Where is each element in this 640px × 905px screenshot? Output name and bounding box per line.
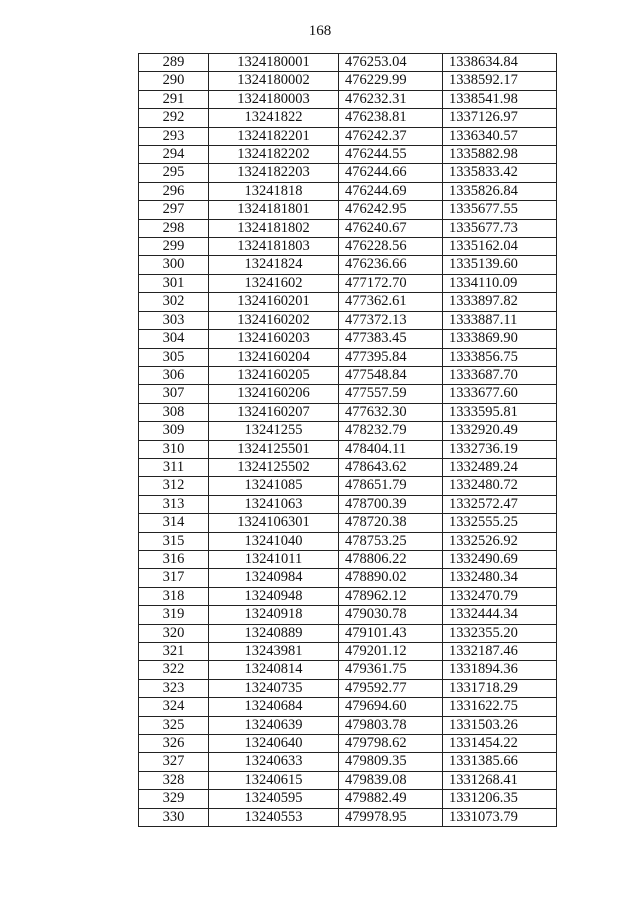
y-coordinate-cell: 1332480.72 xyxy=(443,477,557,495)
table-row xyxy=(139,753,557,771)
point-code-cell: 13240735 xyxy=(209,679,339,697)
table-row xyxy=(139,256,557,274)
table-row xyxy=(139,330,557,348)
x-coordinate-cell: 476244.69 xyxy=(339,182,443,200)
row-number-cell: 317 xyxy=(139,569,209,587)
table-row xyxy=(139,808,557,826)
x-coordinate-cell: 476236.66 xyxy=(339,256,443,274)
table-row xyxy=(139,403,557,421)
point-code-cell: 13243981 xyxy=(209,643,339,661)
table-row xyxy=(139,771,557,789)
x-coordinate-cell: 477632.30 xyxy=(339,403,443,421)
y-coordinate-cell: 1331718.29 xyxy=(443,679,557,697)
point-code-cell: 13241063 xyxy=(209,495,339,513)
y-coordinate-cell: 1338592.17 xyxy=(443,72,557,90)
table-row xyxy=(139,790,557,808)
x-coordinate-cell: 477362.61 xyxy=(339,293,443,311)
table-row xyxy=(139,495,557,513)
row-number-cell: 324 xyxy=(139,698,209,716)
table-row xyxy=(139,698,557,716)
x-coordinate-cell: 478890.02 xyxy=(339,569,443,587)
point-code-cell: 13240595 xyxy=(209,790,339,808)
row-number-cell: 311 xyxy=(139,458,209,476)
table-row xyxy=(139,606,557,624)
table-row xyxy=(139,109,557,127)
y-coordinate-cell: 1332555.25 xyxy=(443,514,557,532)
row-number-cell: 298 xyxy=(139,219,209,237)
point-code-cell: 1324181803 xyxy=(209,238,339,256)
y-coordinate-cell: 1335833.42 xyxy=(443,164,557,182)
y-coordinate-cell: 1335162.04 xyxy=(443,238,557,256)
y-coordinate-cell: 1335677.73 xyxy=(443,219,557,237)
table-row xyxy=(139,532,557,550)
y-coordinate-cell: 1335882.98 xyxy=(443,146,557,164)
row-number-cell: 305 xyxy=(139,348,209,366)
table-row xyxy=(139,311,557,329)
x-coordinate-cell: 476228.56 xyxy=(339,238,443,256)
x-coordinate-cell: 477372.13 xyxy=(339,311,443,329)
table-row xyxy=(139,72,557,90)
y-coordinate-cell: 1332489.24 xyxy=(443,458,557,476)
x-coordinate-cell: 478962.12 xyxy=(339,587,443,605)
point-code-cell: 1324160207 xyxy=(209,403,339,421)
row-number-cell: 308 xyxy=(139,403,209,421)
row-number-cell: 295 xyxy=(139,164,209,182)
x-coordinate-cell: 479201.12 xyxy=(339,643,443,661)
point-code-cell: 1324182202 xyxy=(209,146,339,164)
row-number-cell: 290 xyxy=(139,72,209,90)
point-code-cell: 13241040 xyxy=(209,532,339,550)
x-coordinate-cell: 476229.99 xyxy=(339,72,443,90)
row-number-cell: 300 xyxy=(139,256,209,274)
y-coordinate-cell: 1333887.11 xyxy=(443,311,557,329)
point-code-cell: 1324180003 xyxy=(209,90,339,108)
y-coordinate-cell: 1335139.60 xyxy=(443,256,557,274)
y-coordinate-cell: 1331454.22 xyxy=(443,735,557,753)
x-coordinate-cell: 478643.62 xyxy=(339,458,443,476)
y-coordinate-cell: 1331073.79 xyxy=(443,808,557,826)
x-coordinate-cell: 476244.55 xyxy=(339,146,443,164)
x-coordinate-cell: 479798.62 xyxy=(339,735,443,753)
x-coordinate-cell: 478651.79 xyxy=(339,477,443,495)
row-number-cell: 299 xyxy=(139,238,209,256)
table-row xyxy=(139,716,557,734)
point-code-cell: 1324182203 xyxy=(209,164,339,182)
row-number-cell: 312 xyxy=(139,477,209,495)
point-code-cell: 13240814 xyxy=(209,661,339,679)
point-code-cell: 1324181801 xyxy=(209,201,339,219)
y-coordinate-cell: 1333869.90 xyxy=(443,330,557,348)
x-coordinate-cell: 476244.66 xyxy=(339,164,443,182)
x-coordinate-cell: 477172.70 xyxy=(339,274,443,292)
x-coordinate-cell: 478232.79 xyxy=(339,422,443,440)
point-code-cell: 1324160206 xyxy=(209,385,339,403)
x-coordinate-cell: 479592.77 xyxy=(339,679,443,697)
point-code-cell: 1324160205 xyxy=(209,366,339,384)
row-number-cell: 309 xyxy=(139,422,209,440)
point-code-cell: 13241822 xyxy=(209,109,339,127)
y-coordinate-cell: 1338541.98 xyxy=(443,90,557,108)
table-row xyxy=(139,238,557,256)
y-coordinate-cell: 1332736.19 xyxy=(443,440,557,458)
x-coordinate-cell: 478700.39 xyxy=(339,495,443,513)
table-row xyxy=(139,274,557,292)
row-number-cell: 306 xyxy=(139,366,209,384)
table-row xyxy=(139,679,557,697)
row-number-cell: 330 xyxy=(139,808,209,826)
row-number-cell: 315 xyxy=(139,532,209,550)
point-code-cell: 1324160203 xyxy=(209,330,339,348)
y-coordinate-cell: 1331503.26 xyxy=(443,716,557,734)
row-number-cell: 289 xyxy=(139,54,209,72)
point-code-cell: 13240639 xyxy=(209,716,339,734)
x-coordinate-cell: 478404.11 xyxy=(339,440,443,458)
table-row xyxy=(139,348,557,366)
table-row xyxy=(139,624,557,642)
x-coordinate-cell: 479803.78 xyxy=(339,716,443,734)
x-coordinate-cell: 479101.43 xyxy=(339,624,443,642)
row-number-cell: 296 xyxy=(139,182,209,200)
table-row xyxy=(139,735,557,753)
x-coordinate-cell: 477395.84 xyxy=(339,348,443,366)
table-row xyxy=(139,293,557,311)
y-coordinate-cell: 1332490.69 xyxy=(443,550,557,568)
y-coordinate-cell: 1332480.34 xyxy=(443,569,557,587)
point-code-cell: 1324160204 xyxy=(209,348,339,366)
table-row xyxy=(139,422,557,440)
point-code-cell: 1324182201 xyxy=(209,127,339,145)
row-number-cell: 313 xyxy=(139,495,209,513)
x-coordinate-cell: 477557.59 xyxy=(339,385,443,403)
y-coordinate-cell: 1333677.60 xyxy=(443,385,557,403)
x-coordinate-cell: 479030.78 xyxy=(339,606,443,624)
y-coordinate-cell: 1331385.66 xyxy=(443,753,557,771)
point-code-cell: 1324160202 xyxy=(209,311,339,329)
row-number-cell: 293 xyxy=(139,127,209,145)
point-code-cell: 13240633 xyxy=(209,753,339,771)
point-code-cell: 13241011 xyxy=(209,550,339,568)
row-number-cell: 318 xyxy=(139,587,209,605)
y-coordinate-cell: 1332187.46 xyxy=(443,643,557,661)
row-number-cell: 323 xyxy=(139,679,209,697)
point-code-cell: 1324125502 xyxy=(209,458,339,476)
y-coordinate-cell: 1333687.70 xyxy=(443,366,557,384)
x-coordinate-cell: 478806.22 xyxy=(339,550,443,568)
point-code-cell: 13241824 xyxy=(209,256,339,274)
table-row xyxy=(139,477,557,495)
x-coordinate-cell: 478720.38 xyxy=(339,514,443,532)
point-code-cell: 1324180002 xyxy=(209,72,339,90)
table-row xyxy=(139,366,557,384)
row-number-cell: 303 xyxy=(139,311,209,329)
point-code-cell: 1324125501 xyxy=(209,440,339,458)
y-coordinate-cell: 1333595.81 xyxy=(443,403,557,421)
row-number-cell: 297 xyxy=(139,201,209,219)
coordinates-table-body xyxy=(139,54,557,827)
point-code-cell: 13240615 xyxy=(209,771,339,789)
row-number-cell: 301 xyxy=(139,274,209,292)
table-row xyxy=(139,643,557,661)
x-coordinate-cell: 479809.35 xyxy=(339,753,443,771)
point-code-cell: 13240553 xyxy=(209,808,339,826)
y-coordinate-cell: 1331206.35 xyxy=(443,790,557,808)
y-coordinate-cell: 1335677.55 xyxy=(443,201,557,219)
table-row xyxy=(139,587,557,605)
point-code-cell: 13240684 xyxy=(209,698,339,716)
x-coordinate-cell: 479361.75 xyxy=(339,661,443,679)
y-coordinate-cell: 1331268.41 xyxy=(443,771,557,789)
table-row xyxy=(139,550,557,568)
point-code-cell: 13241085 xyxy=(209,477,339,495)
row-number-cell: 329 xyxy=(139,790,209,808)
x-coordinate-cell: 479978.95 xyxy=(339,808,443,826)
table-row xyxy=(139,54,557,72)
y-coordinate-cell: 1332526.92 xyxy=(443,532,557,550)
point-code-cell: 1324106301 xyxy=(209,514,339,532)
x-coordinate-cell: 476253.04 xyxy=(339,54,443,72)
table-row xyxy=(139,219,557,237)
row-number-cell: 320 xyxy=(139,624,209,642)
point-code-cell: 13240984 xyxy=(209,569,339,587)
y-coordinate-cell: 1336340.57 xyxy=(443,127,557,145)
point-code-cell: 13241602 xyxy=(209,274,339,292)
table-row xyxy=(139,146,557,164)
row-number-cell: 307 xyxy=(139,385,209,403)
x-coordinate-cell: 476232.31 xyxy=(339,90,443,108)
row-number-cell: 316 xyxy=(139,550,209,568)
y-coordinate-cell: 1333856.75 xyxy=(443,348,557,366)
point-code-cell: 1324181802 xyxy=(209,219,339,237)
row-number-cell: 292 xyxy=(139,109,209,127)
point-code-cell: 13240889 xyxy=(209,624,339,642)
y-coordinate-cell: 1332470.79 xyxy=(443,587,557,605)
point-code-cell: 13241255 xyxy=(209,422,339,440)
point-code-cell: 13241818 xyxy=(209,182,339,200)
row-number-cell: 294 xyxy=(139,146,209,164)
y-coordinate-cell: 1334110.09 xyxy=(443,274,557,292)
y-coordinate-cell: 1332355.20 xyxy=(443,624,557,642)
point-code-cell: 1324160201 xyxy=(209,293,339,311)
row-number-cell: 302 xyxy=(139,293,209,311)
row-number-cell: 319 xyxy=(139,606,209,624)
row-number-cell: 310 xyxy=(139,440,209,458)
y-coordinate-cell: 1335826.84 xyxy=(443,182,557,200)
page-number: 168 xyxy=(308,23,332,39)
row-number-cell: 325 xyxy=(139,716,209,734)
row-number-cell: 291 xyxy=(139,90,209,108)
table-row xyxy=(139,440,557,458)
table-row xyxy=(139,661,557,679)
table-row xyxy=(139,90,557,108)
x-coordinate-cell: 479882.49 xyxy=(339,790,443,808)
row-number-cell: 327 xyxy=(139,753,209,771)
x-coordinate-cell: 476242.37 xyxy=(339,127,443,145)
x-coordinate-cell: 477383.45 xyxy=(339,330,443,348)
row-number-cell: 304 xyxy=(139,330,209,348)
row-number-cell: 328 xyxy=(139,771,209,789)
row-number-cell: 322 xyxy=(139,661,209,679)
table-row xyxy=(139,201,557,219)
y-coordinate-cell: 1332920.49 xyxy=(443,422,557,440)
x-coordinate-cell: 479839.08 xyxy=(339,771,443,789)
x-coordinate-cell: 476240.67 xyxy=(339,219,443,237)
table-row xyxy=(139,514,557,532)
table-row xyxy=(139,458,557,476)
y-coordinate-cell: 1333897.82 xyxy=(443,293,557,311)
row-number-cell: 314 xyxy=(139,514,209,532)
table-row xyxy=(139,182,557,200)
row-number-cell: 326 xyxy=(139,735,209,753)
table-row xyxy=(139,385,557,403)
point-code-cell: 13240918 xyxy=(209,606,339,624)
table-row xyxy=(139,164,557,182)
table-row xyxy=(139,569,557,587)
point-code-cell: 13240948 xyxy=(209,587,339,605)
x-coordinate-cell: 478753.25 xyxy=(339,532,443,550)
x-coordinate-cell: 476242.95 xyxy=(339,201,443,219)
row-number-cell: 321 xyxy=(139,643,209,661)
y-coordinate-cell: 1337126.97 xyxy=(443,109,557,127)
y-coordinate-cell: 1338634.84 xyxy=(443,54,557,72)
y-coordinate-cell: 1331622.75 xyxy=(443,698,557,716)
y-coordinate-cell: 1332444.34 xyxy=(443,606,557,624)
y-coordinate-cell: 1332572.47 xyxy=(443,495,557,513)
x-coordinate-cell: 477548.84 xyxy=(339,366,443,384)
coordinates-table xyxy=(138,53,557,827)
y-coordinate-cell: 1331894.36 xyxy=(443,661,557,679)
x-coordinate-cell: 479694.60 xyxy=(339,698,443,716)
point-code-cell: 1324180001 xyxy=(209,54,339,72)
table-row xyxy=(139,127,557,145)
point-code-cell: 13240640 xyxy=(209,735,339,753)
x-coordinate-cell: 476238.81 xyxy=(339,109,443,127)
